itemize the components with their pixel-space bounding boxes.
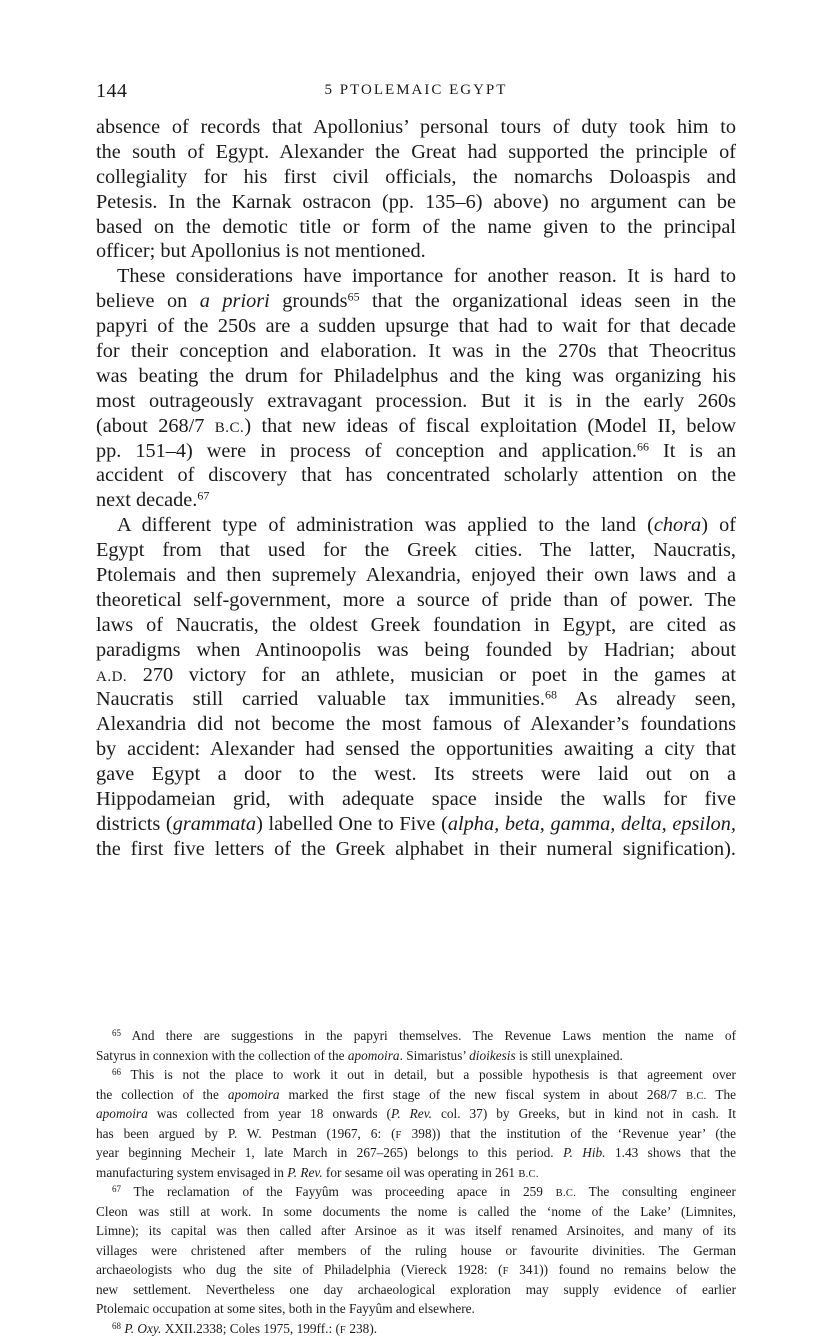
text-line: Alexandria did not become the most famous of Alexander’s foundations [96,713,736,736]
footnote-line: Cleon was still at work. In some documents the nome is called the ‘nome of the Lake’ (Limnites, [96,1203,736,1219]
text-line: was beating the drum for Philadelphus and the king was organizing his [96,364,736,387]
main-text [96,115,736,862]
footnotes [96,1026,736,1338]
text-line: next decade.$^{67}$ [96,488,210,512]
footnote-number: 66 [112,1066,121,1077]
text-line: (about 268/7 B.C.) that new ideas of fiscal exploitation (Model II, below [96,414,736,437]
page-number: 144 [96,80,128,102]
text-line: the first five letters of the Greek alphabet in their numeral signification). [96,837,736,860]
footnote-line: new settlement. Nevertheless one day archaeological exploration may supply evidence of earlier [96,1281,736,1297]
footnote-ref: 66 [636,438,649,453]
running-head [96,80,736,104]
text-line: accident of discovery that has concentrated scholarly attention on the [96,464,736,487]
text-line: gave Egypt a door to the west. Its streets were laid out on a [96,763,736,786]
footnote-line: apomoira was collected from year 18 onwards (P. Rev. col. 37) by Greeks, but in kind not in cash. It [96,1106,736,1121]
paragraph-start-line: A different type of administration was applied to the land (chora) of [117,514,736,537]
text-line: the south of Egypt. Alexander the Great had supported the principle of [96,140,736,163]
footnote-68: $^{68}$ P. Oxy. XXII.2338; Coles 1975, 199ff.: (F 238). [112,1320,378,1336]
text-line: Egypt from that used for the Greek cities. The latter, Naucratis, [96,539,736,562]
footnote-line: manufacturing system envisaged in P. Rev. for sesame oil was operating in 261 B.C. [96,1164,539,1180]
text-line: districts (grammata) labelled One to Five (alpha, beta, gamma, delta, epsilon, [96,812,737,835]
paragraph-start-line: These considerations have importance for another reason. It is hard to [117,265,736,288]
text-line: most outrageously extravagant procession. But it is in the early 260s [96,389,736,412]
text-line: paradigms when Antinoopolis was being founded by Hadrian; about [96,638,736,661]
text-line: collegiality for his first civil officials, the nomarchs Doloaspis and [96,165,736,188]
text-line: based on the demotic title or form of the name given to the principal [96,215,736,238]
text-line: absence of records that Apollonius’ personal tours of duty took him to [96,116,736,138]
footnote-65: $^{65}$ And there are suggestions in the papyri themselves. The Revenue Laws mention the name of [112,1027,736,1043]
footnote-line: year beginning Mecheir 1, late March in 267–265) belongs to this period. P. Hib. 1.43 shows that the [96,1145,737,1160]
footnote-ref: 68 [544,687,557,702]
text-line: papyri of the 250s are a sudden upsurge that had to wait for that decade [96,315,736,338]
footnote-line: has been argued by P. W. Pestman (1967, 6: (F 398)) that the institution of the ‘Revenue year’ (the [96,1125,737,1141]
footnote-number: 65 [112,1027,121,1038]
text-line: Hippodameian grid, with adequate space inside the walls for five [96,788,736,811]
chapter-heading: 5 PTOLEMAIC EGYPT [324,82,508,98]
footnote-line: archaeologists who dug the site of Philadelphia (Viereck 1928: (F 341)) found no remains below the [96,1262,736,1277]
text-line: for their conception and elaboration. It was in the 270s that Theocritus [96,340,736,363]
footnote-number: 68 [112,1320,121,1331]
text-line: Ptolemais and then supremely Alexandria, enjoyed their own laws and a [96,564,736,587]
text-line: Petesis. In the Karnak ostracon (pp. 135–6) above) no argument can be [96,190,736,213]
footnote-line: Ptolemaic occupation at some sites, both in the Fayyûm and elsewhere. [96,1301,475,1316]
text-line: theoretical self-government, more a source of pride than of power. The [96,588,736,611]
footnote-line: Satyrus in connexion with the collection of the apomoira. Simaristus’ dioikesis is still unexplained. [96,1047,623,1063]
footnote-66: $^{66}$ This is not the place to work it out in detail, but a possible hypothesis is that agreement over [112,1066,736,1082]
text-line: Naucratis still carried valuable tax immunities.$^{68}$ As already seen, [96,687,737,711]
text-line: laws of Naucratis, the oldest Greek foundation in Egypt, are cited as [96,613,736,636]
text-line: A.D. 270 victory for an athlete, musician or poet in the games at [96,663,736,686]
footnote-ref: 67 [197,488,210,503]
text-line: believe on a priori grounds$^{65}$ that the organizational ideas seen in the [96,289,736,313]
text-line: officer; but Apollonius is not mentioned. [96,240,426,263]
footnote-67: $^{67}$ The reclamation of the Fayyûm was proceeding apace in 259 B.C. The consulting engineer [112,1183,736,1199]
footnote-line: Limne); its capital was then called after Arsinoe as it was itself renamed Arsinoites, and many of its [96,1223,736,1238]
text-line: by accident: Alexander had sensed the opportunities awaiting a city that [96,738,736,761]
footnote-line: the collection of the apomoira marked the first stage of the new fiscal system in about 268/7 B.C. The [96,1086,736,1102]
footnote-ref: 65 [347,289,360,304]
footnote-number: 67 [112,1183,121,1194]
text-line: pp. 151–4) were in process of conception and application.$^{66}$ It is an [96,438,736,462]
footnote-line: villages were christened after members of the ruling house or favourite divinities. The German [96,1242,736,1258]
